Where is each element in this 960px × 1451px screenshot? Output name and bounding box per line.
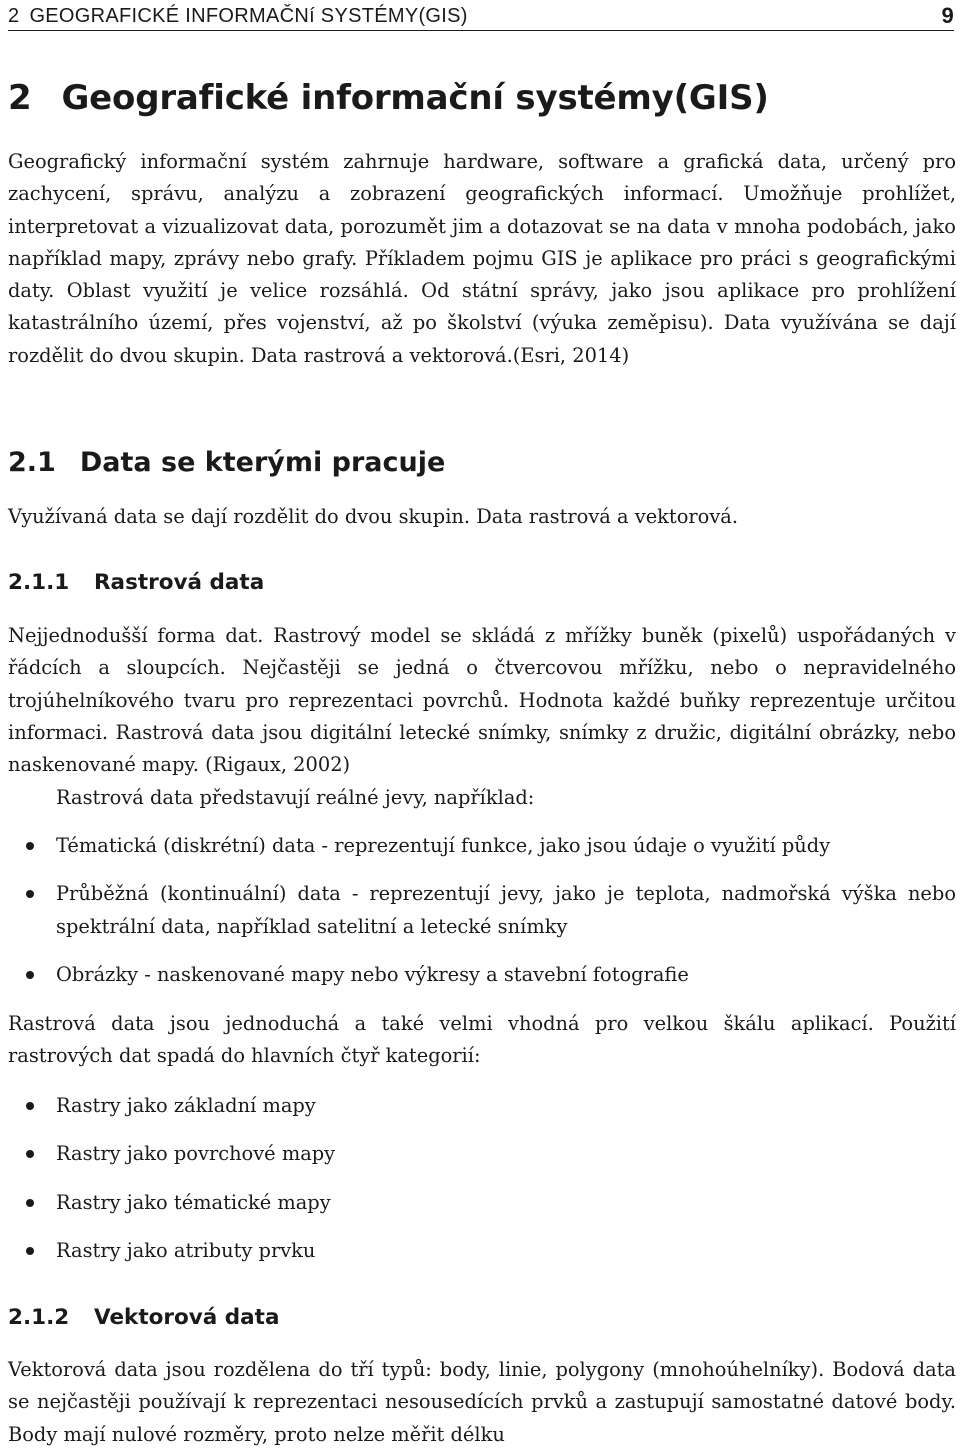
- vector-paragraph: Vektorová data jsou rozdělena do tří typů: body, linie, polygony (mnohoúhelníky). Bodová data se nejčastěji používají k reprezentaci nesousedících prvků a zastupují samostatné datové body. Body mají nulové rozměry, proto nelze měřit délku: [8, 1358, 956, 1446]
- subsection-number-raster: 2.1.1: [8, 570, 70, 595]
- list-item: [0, 878, 956, 943]
- list-item-text: Obrázky - naskenované mapy nebo výkresy a stavební fotografie: [56, 962, 689, 986]
- bullet-icon: [26, 1150, 34, 1158]
- subsection-title-vector: Vektorová data: [94, 1305, 280, 1330]
- bullet-icon: [26, 1247, 34, 1255]
- list-item-text: Rastry jako atributy prvku: [56, 1238, 316, 1262]
- list-item: [0, 1090, 956, 1122]
- bullet-icon: [26, 1102, 34, 1110]
- chapter-heading: [8, 78, 769, 118]
- running-header-chapter-title: GEOGRAFICKÉ INFORMAČNí SYSTÉMY(GIS): [29, 4, 468, 27]
- section-intro-paragraph: Využívaná data se dají rozdělit do dvou skupin. Data rastrová a vektorová.: [8, 505, 739, 528]
- list-item: [0, 1187, 956, 1219]
- bullet-icon: [26, 971, 34, 979]
- subsection-heading-vector: [8, 1305, 279, 1330]
- bullet-icon: [26, 1199, 34, 1207]
- bullet-icon: [26, 842, 34, 850]
- list-item-text: Rastry jako základní mapy: [56, 1094, 316, 1117]
- raster-phenomena-list: [0, 830, 956, 991]
- list-item: [0, 1235, 956, 1267]
- chapter-number: 2: [8, 78, 32, 118]
- chapter-intro-paragraph: Geografický informační systém zahrnuje hardware, software a grafická data, určený pro zachycení, správu, analýzu a zobrazení geografických informací. Umožňuje prohlížet, interpretovat a vizualizovat data, porozumět jim a dotazovat se na data v mnoha podobách, jako například mapy, zprávy nebo grafy. Příkladem pojmu GIS je aplikace pro práci s geografickými daty. Oblast využití je velice rozsáhlá. Od státní správy, jako jsou aplikace pro prohlížení katastrálního území, přes vojenství, až po školství (výuka zeměpisu). Data využívána se dají rozdělit do dvou skupin. Data rastrová a vektorová.(Esri, 2014): [8, 150, 956, 367]
- list-item-text: Rastry jako tématické mapy: [56, 1190, 331, 1214]
- list-item-text: Rastry jako povrchové mapy: [56, 1142, 336, 1166]
- running-header-title: [8, 5, 468, 28]
- raster-usage-paragraph: Rastrová data jsou jednoduchá a také velmi vhodná pro velkou škálu aplikací. Použití rastrových dat spadá do hlavních čtyř kategorií:: [8, 1012, 956, 1068]
- list-item-text: Tématická (diskrétní) data - reprezentují funkce, jako jsou údaje o využití půdy: [56, 834, 831, 857]
- raster-phenomena-intro: Rastrová data představují reálné jevy, například:: [56, 786, 535, 809]
- list-item: [0, 830, 956, 862]
- raster-categories-list: [0, 1090, 956, 1267]
- raster-paragraph: Nejjednodušší forma dat. Rastrový model se skládá z mřížky buněk (pixelů) uspořádaných v řádcích a sloupcích. Nejčastěji se jedná o čtvercovou mřížku, nebo o nepravidelného trojúhelníkového tvaru pro reprezentaci povrchů. Hodnota každé buňky reprezentuje určitou informaci. Rastrová data jsou digitální letecké snímky, snímky z družic, digitální obrázky, nebo naskenované mapy. (Rigaux, 2002): [8, 624, 956, 777]
- list-item: [0, 959, 956, 991]
- subsection-title-raster: Rastrová data: [94, 570, 265, 595]
- section-heading: [8, 447, 445, 478]
- subsection-heading-raster: [8, 570, 264, 595]
- page-number: 9: [941, 3, 954, 28]
- subsection-number-vector: 2.1.2: [8, 1305, 70, 1330]
- running-header-chapter-number: 2: [8, 4, 20, 27]
- list-item: [0, 1138, 956, 1170]
- bullet-icon: [26, 890, 34, 898]
- chapter-title: Geografické informační systémy(GIS): [61, 78, 769, 118]
- section-number: 2.1: [8, 447, 56, 478]
- running-header: [8, 2, 954, 31]
- list-item-text: Průběžná (kontinuální) data - reprezentují jevy, jako je teplota, nadmořská výška nebo spektrální data, například satelitní a letecké snímky: [56, 882, 956, 938]
- section-title: Data se kterými pracuje: [79, 447, 446, 478]
